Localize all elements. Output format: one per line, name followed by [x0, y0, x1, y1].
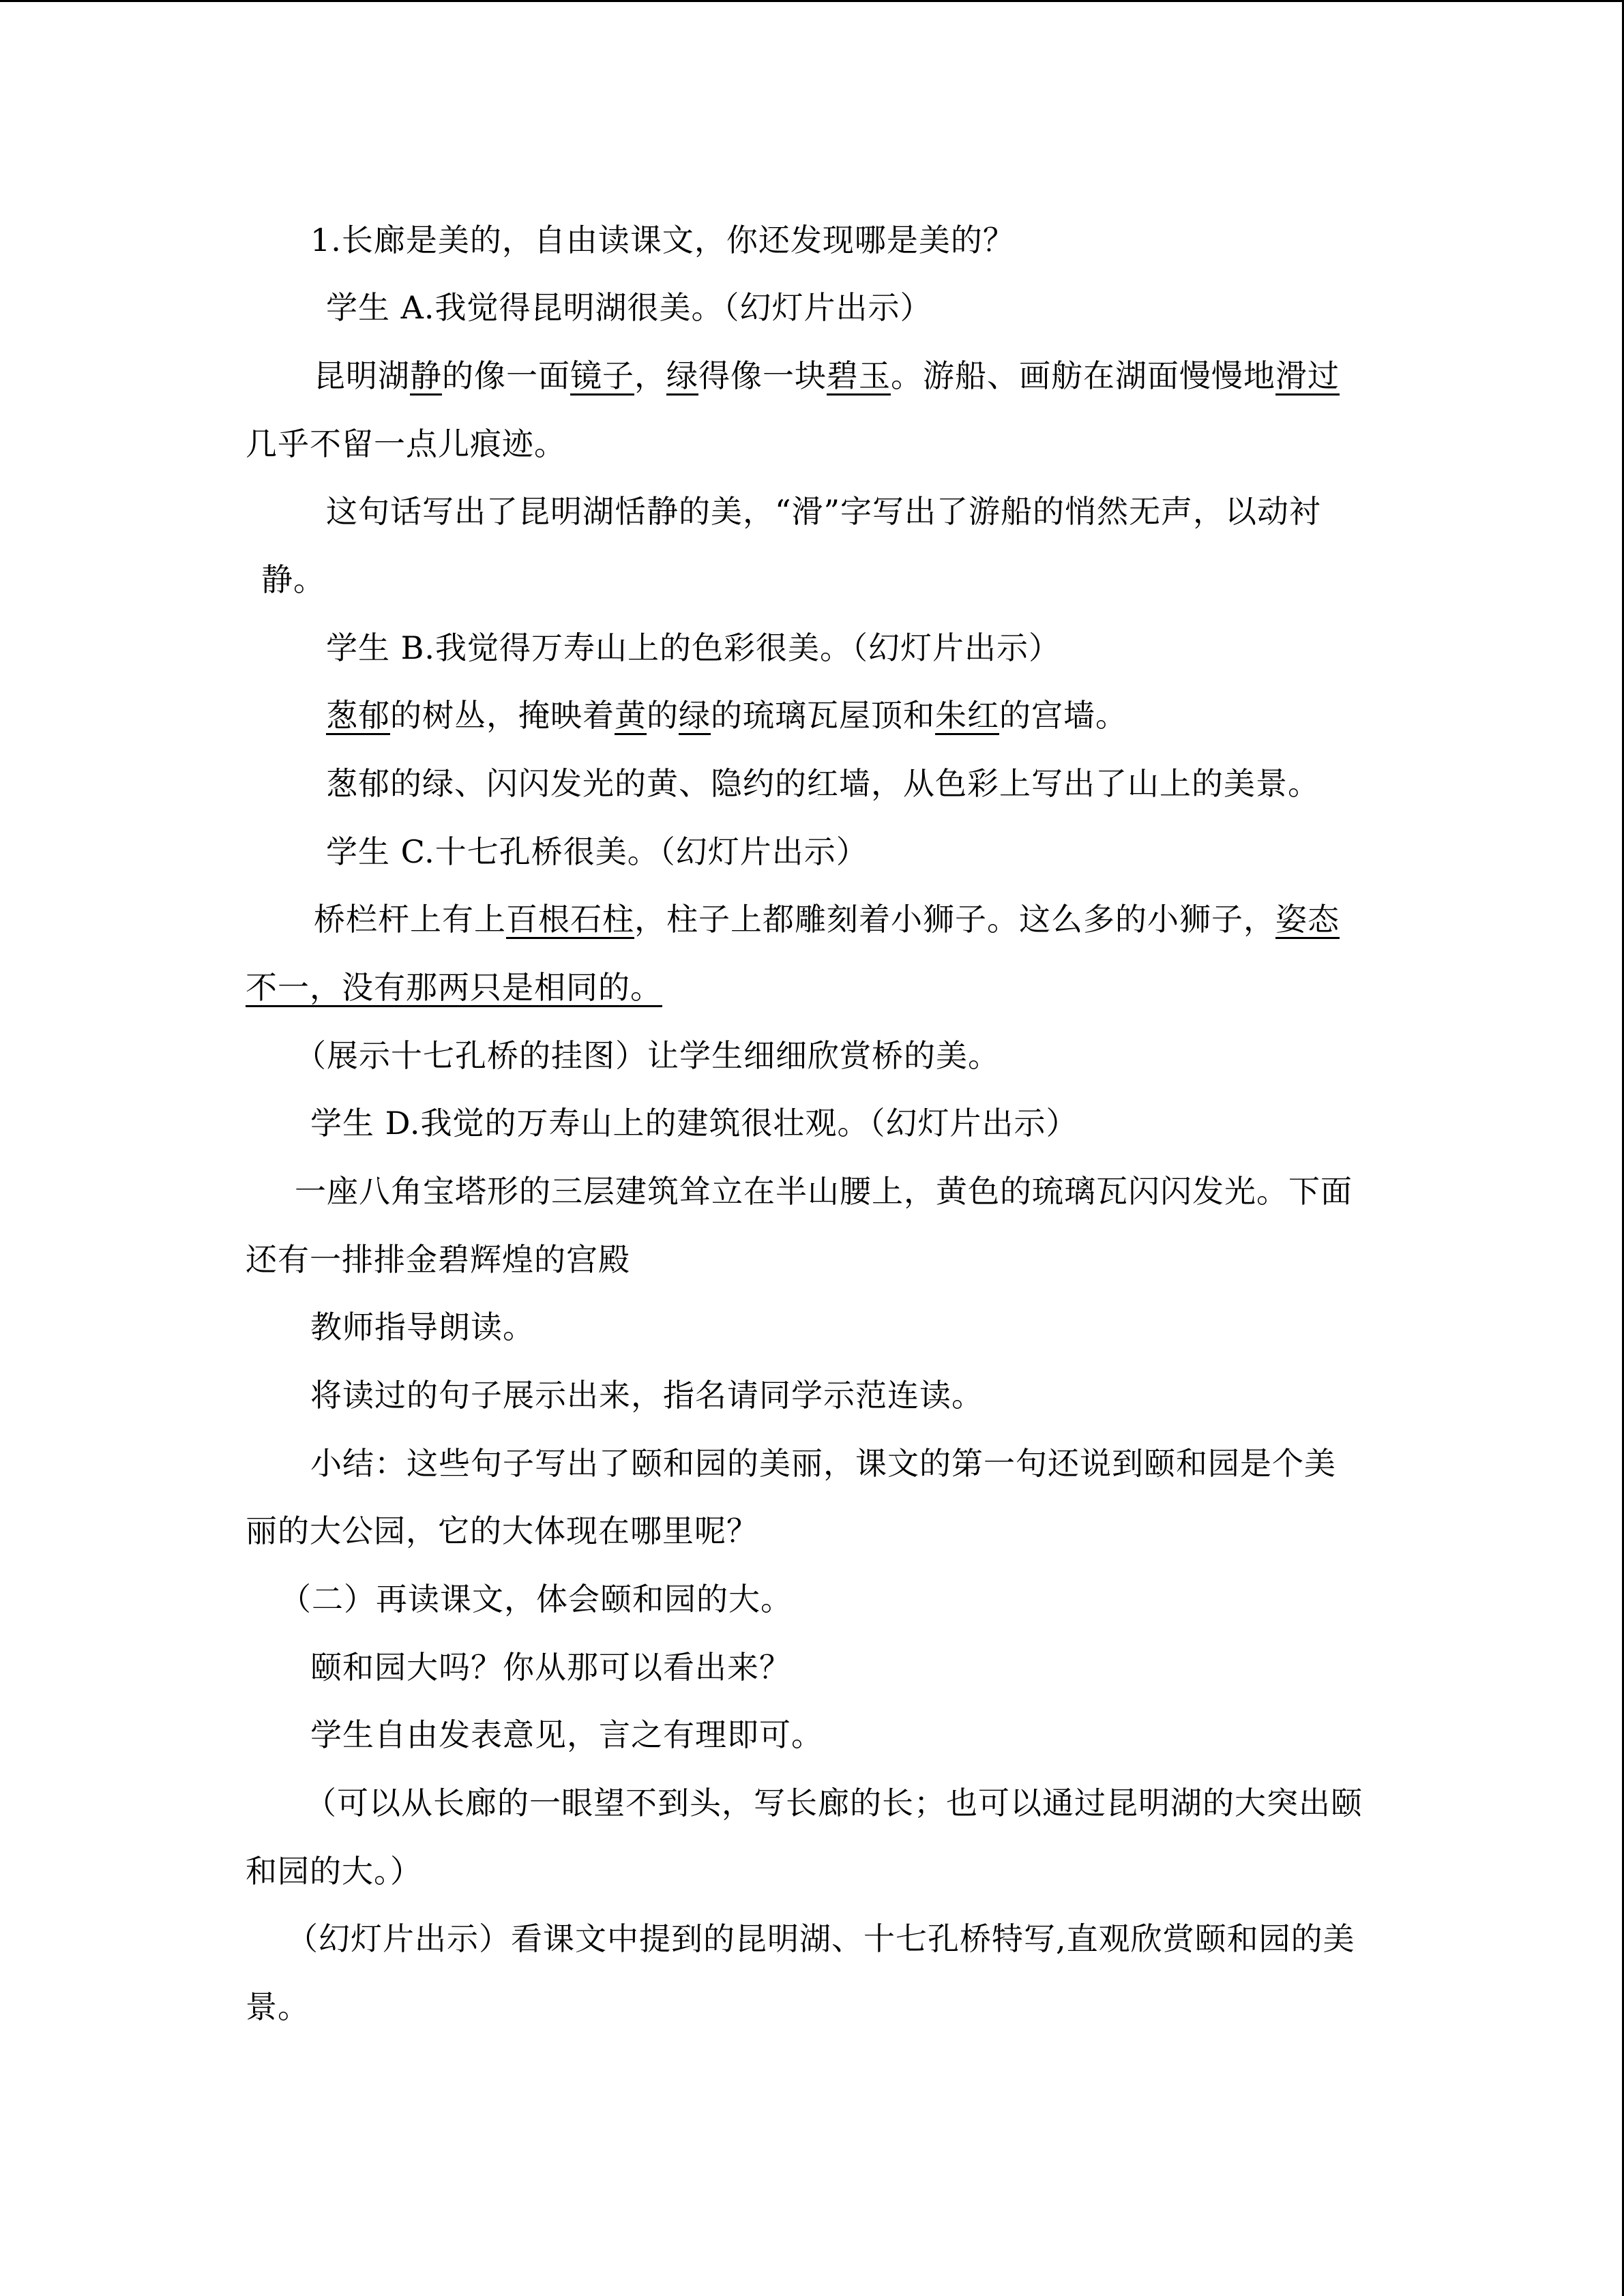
question-1-line	[310, 220, 1015, 260]
text-segment: 学生自由发表意见，言之有理即可。	[310, 1716, 823, 1753]
text-segment: （展示十七孔桥的挂图）让学生细细欣赏桥的美。	[295, 1037, 1000, 1074]
wanshou-color-quote-line	[326, 695, 1127, 736]
underlined-text: 滑过	[1275, 357, 1340, 394]
text-segment: ，柱子上都雕刻着小狮子。这么多的小狮子，	[634, 901, 1275, 938]
text-segment: （二）再读课文，体会颐和园的大。	[280, 1581, 793, 1617]
note-line-2	[246, 1851, 422, 1892]
read-aloud-line	[310, 1375, 984, 1416]
text-segment: 。游船、画舫在湖面慢慢地	[891, 357, 1275, 394]
text-segment: 丽的大公园，它的大体现在哪里呢？	[246, 1512, 758, 1549]
page-top-border	[0, 0, 1624, 2]
text-segment: 的琉璃瓦屋顶和	[711, 697, 935, 734]
text-segment: ，	[634, 357, 666, 394]
text-segment: 这句话写出了昆明湖恬静的美，“滑”字写出了游船的悄然无声，以动衬	[326, 493, 1322, 530]
underlined-text: 绿	[679, 697, 711, 734]
question-big-line	[310, 1647, 791, 1688]
text-segment: 学生 D.我觉的万寿山上的建筑很壮观。（幻灯片出示）	[310, 1105, 1078, 1142]
text-segment: 静。	[261, 561, 325, 598]
text-segment: 学生 B.我觉得万寿山上的色彩很美。（幻灯片出示）	[326, 629, 1061, 666]
kunming-lake-quote-line-1	[314, 355, 1340, 396]
student-opinion-line	[310, 1714, 823, 1755]
underlined-text: 不一，没有那两只是相同的。	[246, 969, 662, 1006]
text-segment: 葱郁的绿、闪闪发光的黄、隐约的红墙，从色彩上写出了山上的美景。	[326, 765, 1320, 802]
text-segment: 小结：这些句子写出了颐和园的美丽，课文的第一句还说到颐和园是个美	[310, 1445, 1336, 1482]
analysis-line-1	[326, 491, 1321, 532]
text-segment: 一座八角宝塔形的三层建筑耸立在半山腰上，黄色的琉璃瓦闪闪发光。下面	[295, 1173, 1353, 1210]
architecture-quote-line-2	[246, 1239, 630, 1280]
bridge-picture-line	[295, 1035, 1000, 1076]
summary-line-1	[310, 1443, 1336, 1484]
analysis-line-2	[261, 559, 325, 600]
text-segment: 颐和园大吗？你从那可以看出来？	[310, 1649, 791, 1686]
underlined-text: 百根石柱	[506, 901, 634, 938]
student-b-line	[326, 627, 1061, 668]
section-2-heading	[280, 1579, 793, 1620]
underlined-text: 碧玉	[827, 357, 891, 394]
student-a-line	[326, 287, 932, 328]
underlined-text: 镜子	[570, 357, 634, 394]
bridge-quote-line-1	[314, 899, 1340, 940]
text-segment: 将读过的句子展示出来，指名请同学示范连读。	[310, 1377, 984, 1414]
text-segment: （可以从长廊的一眼望不到头，写长廊的长；也可以通过昆明湖的大突出颐	[305, 1785, 1363, 1821]
text-segment: 学生 C.十七孔桥很美。（幻灯片出示）	[326, 833, 868, 870]
text-segment: 的宫墙。	[999, 697, 1127, 734]
text-segment: 的树丛，掩映着	[390, 697, 615, 734]
slide-closing-line-2	[246, 1986, 310, 2027]
teacher-guide-line	[310, 1307, 535, 1347]
underlined-text: 姿态	[1275, 901, 1340, 938]
architecture-quote-line-1	[295, 1171, 1353, 1212]
slide-closing-line-1	[286, 1918, 1355, 1959]
text-segment: 1.长廊是美的，自由读课文，你还发现哪是美的？	[310, 222, 1015, 258]
text-segment: 景。	[246, 1988, 310, 2025]
text-segment: 教师指导朗读。	[310, 1309, 535, 1345]
underlined-text: 绿	[666, 357, 698, 394]
text-segment: 的	[647, 697, 679, 734]
text-segment: 得像一块	[698, 357, 827, 394]
text-segment: 昆明湖	[314, 357, 410, 394]
color-analysis-line	[326, 763, 1320, 804]
text-segment: 桥栏杆上有上	[314, 901, 506, 938]
underlined-text: 葱郁	[326, 697, 390, 734]
underlined-text: 静	[410, 357, 442, 394]
note-line-1	[305, 1783, 1363, 1823]
student-d-line	[310, 1103, 1078, 1144]
bridge-quote-line-2	[246, 967, 662, 1008]
text-segment: （幻灯片出示）看课文中提到的昆明湖、十七孔桥特写,直观欣赏颐和园的美	[286, 1920, 1355, 1957]
underlined-text: 朱红	[935, 697, 999, 734]
kunming-lake-quote-line-2	[246, 423, 566, 464]
underlined-text: 黄	[615, 697, 647, 734]
text-segment: 的像一面	[442, 357, 570, 394]
summary-line-2	[246, 1510, 758, 1551]
text-segment: 还有一排排金碧辉煌的宫殿	[246, 1241, 630, 1278]
text-segment: 学生 A.我觉得昆明湖很美。（幻灯片出示）	[326, 289, 932, 326]
text-segment: 几乎不留一点儿痕迹。	[246, 426, 566, 462]
student-c-line	[326, 831, 868, 872]
text-segment: 和园的大。）	[246, 1853, 422, 1890]
